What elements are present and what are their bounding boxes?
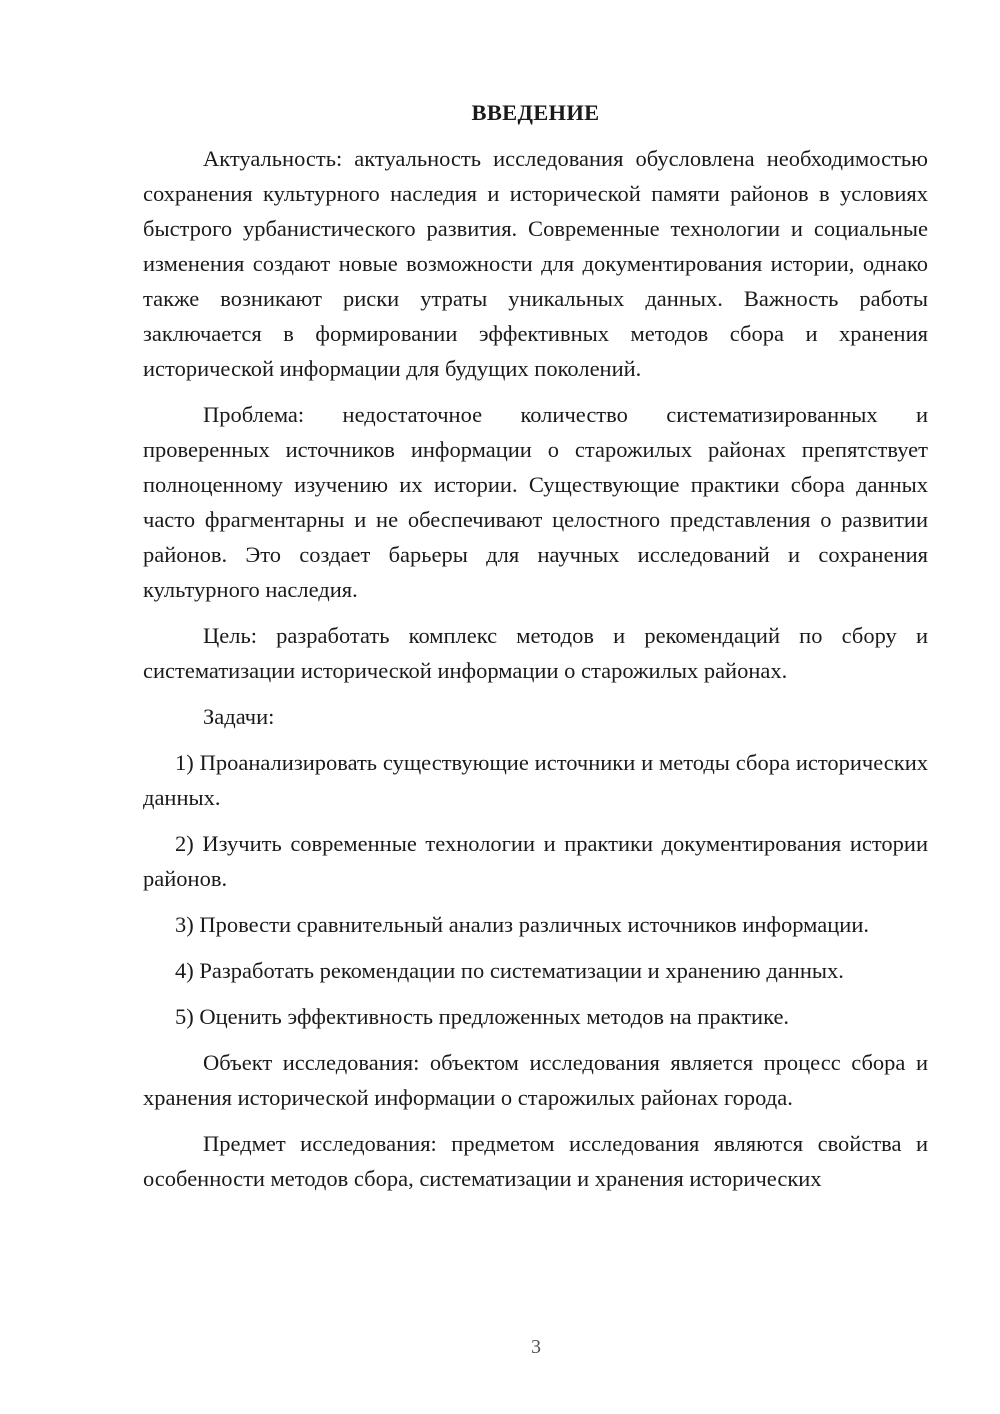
task-item: 1) Проанализировать существующие источники и методы сбора исторических данных. <box>143 750 928 810</box>
page-number: 3 <box>531 1336 541 1358</box>
task-item: 5) Оценить эффективность предложенных методов на практике. <box>175 1004 790 1029</box>
document-page <box>143 95 928 1207</box>
subject-paragraph: Предмет исследования: предметом исследования являются свойства и особенности методов сбора, систематизации и хранения исторических <box>143 1131 928 1191</box>
object-paragraph: Объект исследования: объектом исследования является процесс сбора и хранения исторической информации о старожилых районах города. <box>143 1050 928 1110</box>
task-item: 2) Изучить современные технологии и практики документирования истории районов. <box>143 831 928 891</box>
problem-paragraph: Проблема: недостаточное количество систематизированных и проверенных источников информации о старожилых районах препятствует полноценному изучению их истории. Существующие практики сбора данных часто фрагментарны и не обеспечивают целостного представления о развитии районов. Это создает барьеры для научных исследований и сохранения культурного наследия. <box>143 402 928 602</box>
relevance-paragraph: Актуальность: актуальность исследования обусловлена необходимостью сохранения культурного наследия и исторической памяти районов в условиях быстрого урбанистического развития. Современные технологии и социальные изменения создают новые возможности для документирования истории, однако также возникают риски утраты уникальных данных. Важность работы заключается в формировании эффективных методов сбора и хранения исторической информации для будущих поколений. <box>143 146 928 381</box>
task-item: 4) Разработать рекомендации по систематизации и хранению данных. <box>175 958 844 983</box>
goal-paragraph: Цель: разработать комплекс методов и рекомендаций по сбору и систематизации исторической информации о старожилых районах. <box>143 623 928 683</box>
tasks-heading: Задачи: <box>203 704 275 729</box>
task-item: 3) Провести сравнительный анализ различных источников информации. <box>175 912 869 937</box>
section-title: ВВЕДЕНИЕ <box>471 100 600 125</box>
